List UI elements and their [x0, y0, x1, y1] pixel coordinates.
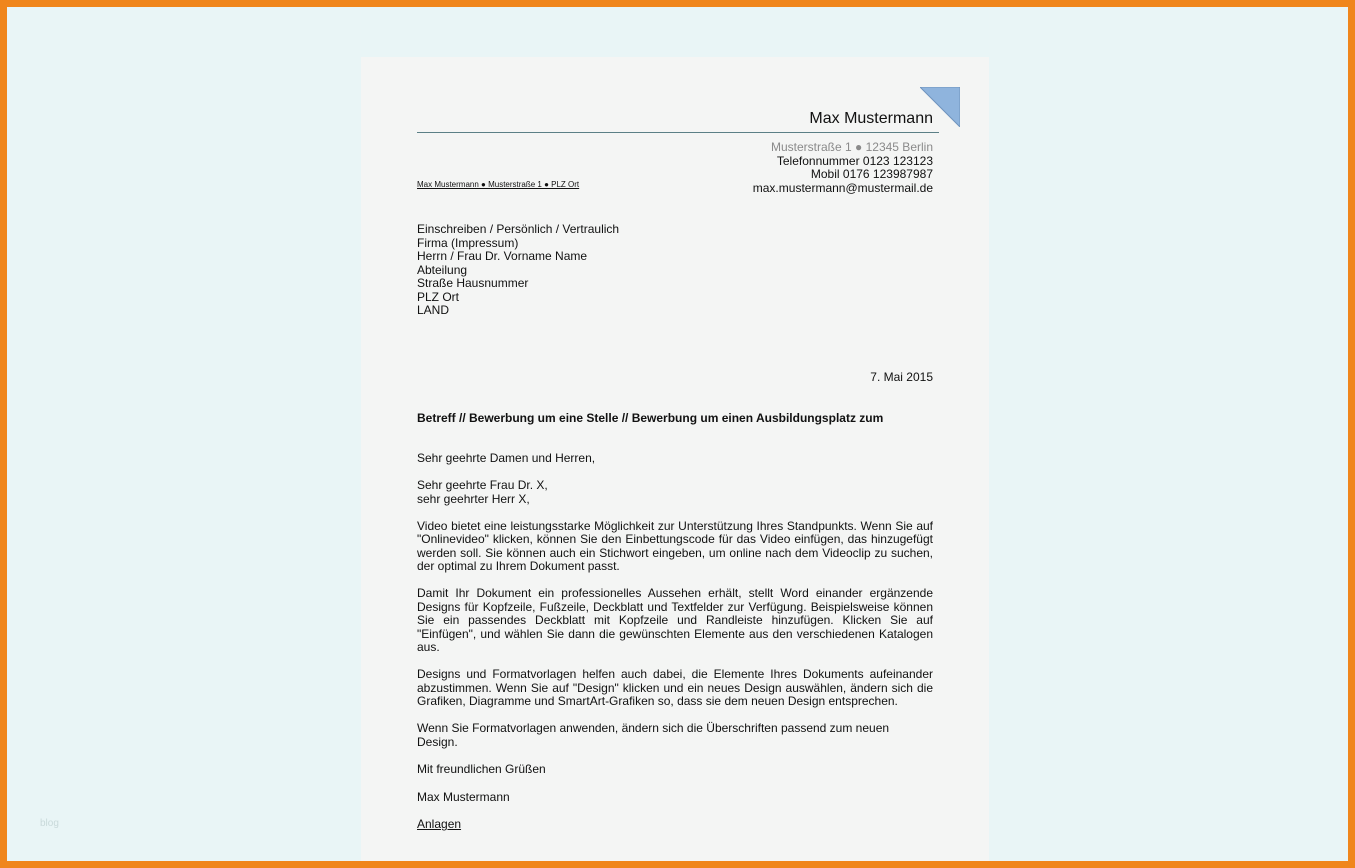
- body-paragraph: Video bietet eine leistungsstarke Möglichkeit zur Unterstützung Ihres Standpunkts. Wenn Sie auf "Onlinevideo" klicken, können Sie den Einbettungscode für das Video einfügen, das hinzugefügt werden soll. Sie können auch ein Stichwort eingeben, um online nach dem Videoclip zu suchen, der optimal zu Ihrem Dokument passt.: [417, 518, 933, 573]
- watermark: blog: [40, 818, 59, 829]
- recipient-line: LAND: [417, 303, 450, 317]
- header-rule: [417, 132, 939, 133]
- body-paragraph: Designs und Formatvorlagen helfen auch dabei, die Elemente Ihres Dokuments aufeinander abzustimmen. Wenn Sie auf "Design" klicken und ein neues Design auswählen, ändern sich die Grafiken, Diagramme und SmartArt-Grafiken so, dass sie dem neuen Design entsprechen.: [417, 667, 933, 708]
- enclosures-label: Anlagen: [417, 817, 462, 831]
- letter-subject: Betreff // Bewerbung um eine Stelle // Bewerbung um einen Ausbildungsplatz zum: [417, 411, 884, 425]
- salutation-alt: Sehr geehrte Frau Dr. X,: [417, 478, 548, 492]
- salutation-alternatives: [417, 479, 933, 506]
- letter-date: 7. Mai 2015: [870, 370, 933, 384]
- sender-mobile: Mobil 0176 123987987: [810, 167, 933, 181]
- sender-address: Musterstraße 1 ● 12345 Berlin: [771, 140, 933, 154]
- letter-body: [417, 452, 933, 776]
- sender-phone: Telefonnummer 0123 123123: [776, 153, 933, 168]
- sender-email: max.mustermann@mustermail.de: [752, 180, 933, 195]
- recipient-line: Straße Hausnummer: [417, 276, 529, 290]
- recipient-line: Firma (Impressum): [417, 235, 519, 250]
- recipient-line: Herrn / Frau Dr. Vorname Name: [417, 249, 588, 263]
- closing: Mit freundlichen Grüßen: [417, 761, 546, 776]
- recipient-line: PLZ Ort: [417, 289, 460, 304]
- return-address-line: Max Mustermann ● Musterstraße 1 ● PLZ Ort: [417, 180, 580, 189]
- recipient-line: Abteilung: [417, 262, 468, 277]
- body-paragraph: Wenn Sie Formatvorlagen anwenden, ändern sich die Überschriften passend zum neuen Design.: [417, 721, 890, 749]
- recipient-block: [417, 223, 619, 318]
- body-paragraph: Damit Ihr Dokument ein professionelles Aussehen erhält, stellt Word einander ergänzende Designs für Kopfzeile, Fußzeile, Deckblatt und Textfelder zur Verfügung. Beispielsweise können Sie ein passendes Deckblatt mit Kopfzeile und Randleiste hinzufügen. Klicken Sie auf "Einfügen", und wählen Sie dann die gewünschten Elemente aus den verschiedenen Katalogen aus.: [417, 586, 933, 654]
- sender-name: Max Mustermann: [809, 110, 933, 127]
- signature-name: Max Mustermann: [417, 790, 510, 804]
- salutation-alt: sehr geehrter Herr X,: [417, 491, 530, 506]
- recipient-line: Einschreiben / Persönlich / Vertraulich: [417, 222, 620, 236]
- salutation: Sehr geehrte Damen und Herren,: [417, 451, 596, 465]
- letter-page: [361, 57, 989, 868]
- sender-contact-block: [753, 141, 933, 195]
